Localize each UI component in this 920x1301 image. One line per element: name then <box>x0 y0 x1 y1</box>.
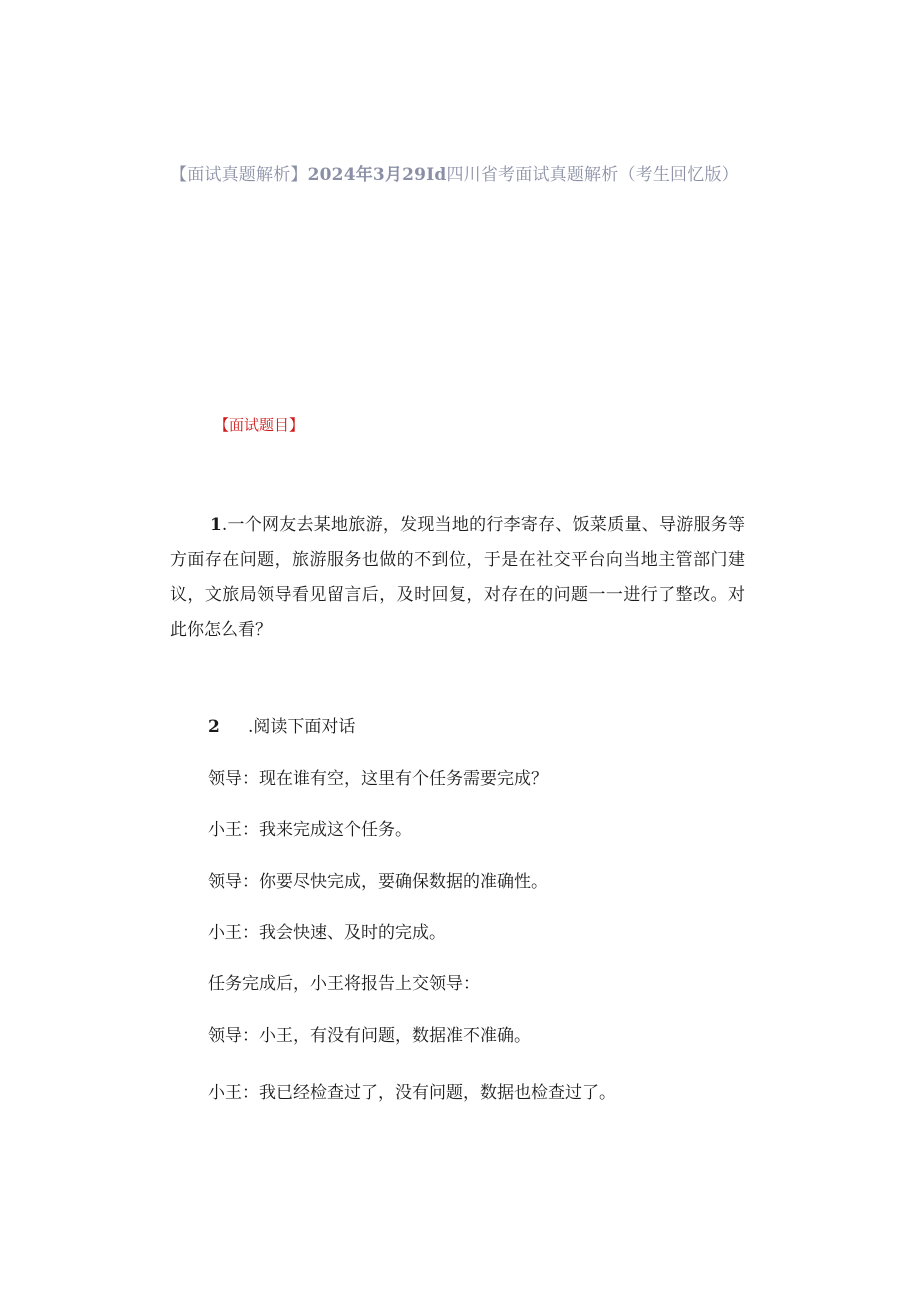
question-1 <box>170 508 745 648</box>
section-heading: 【面试题目】 <box>214 416 305 434</box>
dialogue-line: 小王：我来完成这个任务。 <box>208 820 412 840</box>
dialogue-line: 任务完成后，小王将报告上交领导： <box>208 974 480 994</box>
document-title <box>170 160 790 185</box>
question-2-number: 2 <box>208 717 220 737</box>
question-1-text: .一个网友去某地旅游，发现当地的行李寄存、饭菜质量、导游服务等方面存在问题，旅游服务也做的不到位，于是在社交平台向当地主管部门建议，文旅局领导看见留言后，及时回复，对存在的问题一一进行了整改。对此你怎么看？ <box>170 515 745 640</box>
question-2-heading <box>208 712 355 737</box>
dialogue-line: 领导：小王，有没有问题，数据准不准确。 <box>208 1026 531 1046</box>
dialogue-line: 领导：现在谁有空，这里有个任务需要完成？ <box>208 769 548 789</box>
title-date: 2024年3月29Id <box>307 165 447 185</box>
dialogue-line: 领导：你要尽快完成，要确保数据的准确性。 <box>208 872 548 892</box>
dialogue-line: 小王：我会快速、及时的完成。 <box>208 923 446 943</box>
question-1-number: 1 <box>210 515 222 535</box>
question-2-text: .阅读下面对话 <box>248 717 356 737</box>
dialogue-line: 小王：我已经检查过了，没有问题，数据也检查过了。 <box>208 1083 616 1103</box>
title-prefix: 【面试真题解析】 <box>170 165 308 185</box>
title-rest: 四川省考面试真题解析（考生回忆版） <box>446 165 739 185</box>
